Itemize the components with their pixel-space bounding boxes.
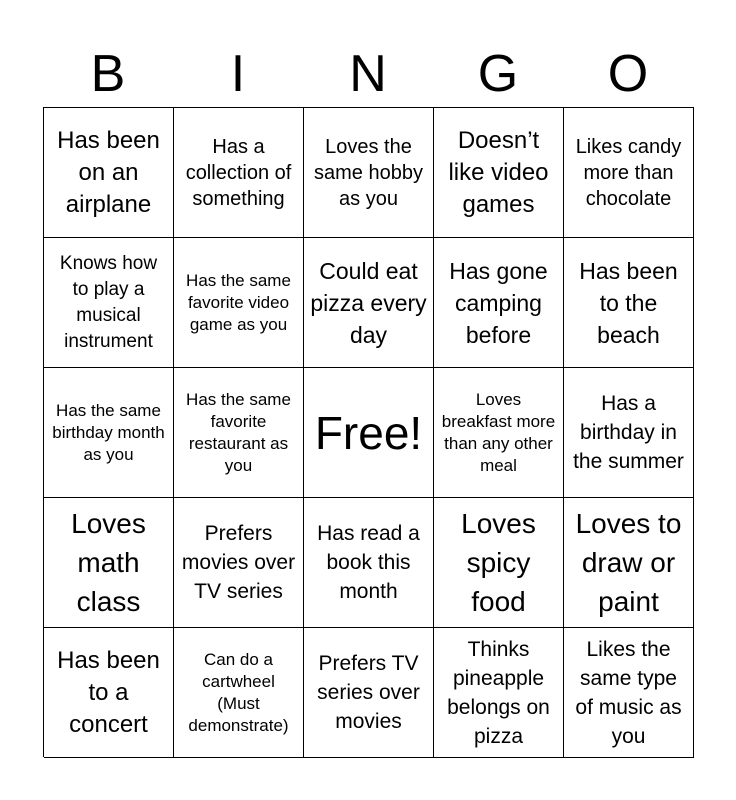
bingo-cell[interactable] xyxy=(174,628,304,758)
bingo-cell[interactable] xyxy=(434,368,564,498)
bingo-cell[interactable] xyxy=(564,628,694,758)
cell-text: Has the same birthday month as you xyxy=(52,400,165,464)
cell-text: Loves math class xyxy=(71,508,146,617)
bingo-cell[interactable] xyxy=(174,368,304,498)
bingo-cell[interactable] xyxy=(434,238,564,368)
cell-text: Likes the same type of music as you xyxy=(575,637,682,748)
bingo-cell[interactable] xyxy=(304,628,434,758)
bingo-cell[interactable] xyxy=(434,628,564,758)
cell-text: Has been to a concert xyxy=(57,646,160,738)
bingo-cell[interactable] xyxy=(174,238,304,368)
cell-text: Prefers TV series over movies xyxy=(317,652,420,733)
bingo-cell[interactable] xyxy=(44,628,174,758)
bingo-cell[interactable] xyxy=(304,238,434,368)
free-space-text: Free! xyxy=(314,406,423,459)
bingo-cell[interactable] xyxy=(304,498,434,628)
bingo-cell[interactable] xyxy=(174,108,304,238)
bingo-cell[interactable] xyxy=(434,108,564,238)
cell-text: Loves breakfast more than any other meal xyxy=(441,389,556,475)
cell-text: Has read a book this month xyxy=(317,522,420,603)
cell-text: Loves the same hobby as you xyxy=(314,135,423,210)
cell-text: Doesn’t like video games xyxy=(448,126,549,218)
cell-text: Could eat pizza every day xyxy=(310,257,427,348)
header-letter-o: O xyxy=(607,45,649,103)
cell-text: Loves spicy food xyxy=(461,508,536,617)
cell-text: Has the same favorite restaurant as you xyxy=(186,389,291,475)
bingo-cell[interactable] xyxy=(44,238,174,368)
free-space-cell[interactable] xyxy=(304,368,434,498)
header-letter-n: N xyxy=(349,45,387,103)
cell-text: Knows how to play a musical instrument xyxy=(59,252,158,352)
header-letter-b: B xyxy=(90,45,126,103)
bingo-cell[interactable] xyxy=(564,108,694,238)
cell-text: Has the same favorite video game as you xyxy=(186,270,291,334)
bingo-board xyxy=(43,107,694,757)
bingo-cell[interactable] xyxy=(174,498,304,628)
bingo-cell[interactable] xyxy=(304,108,434,238)
bingo-cell[interactable] xyxy=(44,108,174,238)
bingo-cell[interactable] xyxy=(434,498,564,628)
header-letter-i: I xyxy=(230,45,246,103)
cell-text: Likes candy more than chocolate xyxy=(575,135,682,210)
bingo-cell[interactable] xyxy=(564,238,694,368)
cell-text: Has been on an airplane xyxy=(57,126,160,218)
cell-text: Has a collection of something xyxy=(185,135,292,210)
bingo-cell[interactable] xyxy=(44,368,174,498)
cell-text: Has been to the beach xyxy=(579,257,678,348)
cell-text: Has gone camping before xyxy=(449,257,548,348)
bingo-header xyxy=(43,40,693,108)
cell-text: Has a birthday in the summer xyxy=(573,392,684,473)
cell-text: Thinks pineapple belongs on pizza xyxy=(447,637,550,748)
cell-text: Prefers movies over TV series xyxy=(181,522,296,603)
cell-text: Can do a cartwheel (Must demonstrate) xyxy=(188,649,289,735)
bingo-cell[interactable] xyxy=(564,498,694,628)
cell-text: Loves to draw or paint xyxy=(575,508,682,617)
bingo-cell[interactable] xyxy=(564,368,694,498)
header-letter-g: G xyxy=(477,45,519,103)
bingo-cell[interactable] xyxy=(44,498,174,628)
